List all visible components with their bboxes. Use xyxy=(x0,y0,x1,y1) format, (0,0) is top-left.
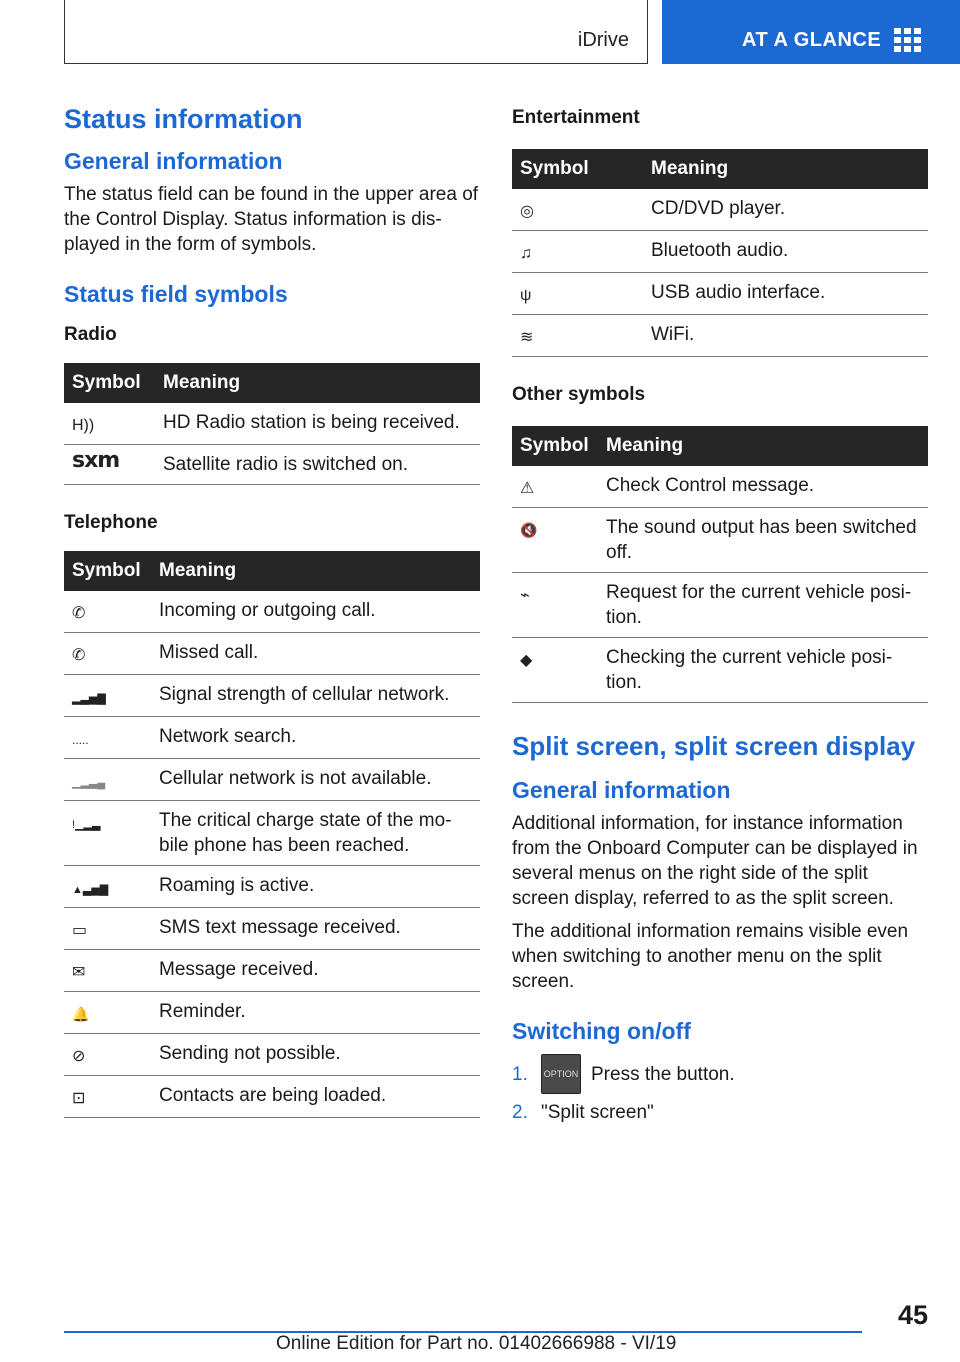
no-network-icon: ▁▂▃▄ xyxy=(72,777,106,789)
table-row xyxy=(64,950,480,992)
page-title: Status information xyxy=(64,104,303,134)
step-text: Press the button. xyxy=(591,1063,735,1085)
table-row xyxy=(512,189,928,231)
table-row xyxy=(64,445,480,485)
other-symbols-table xyxy=(512,426,928,703)
status-symbols-heading: Status field symbols xyxy=(64,281,288,307)
table-row xyxy=(512,466,928,508)
right-column xyxy=(512,96,928,1131)
table-row xyxy=(512,273,928,315)
table-header-symbol: Symbol xyxy=(512,149,643,189)
warning-icon: ⚠ xyxy=(520,480,535,497)
split-general-heading: General information xyxy=(512,777,731,803)
row-meaning: Bluetooth audio. xyxy=(643,231,928,273)
sending-not-possible-icon: ⊘ xyxy=(72,1048,86,1065)
other-symbols-label: Other symbols xyxy=(512,384,646,405)
table-row xyxy=(512,315,928,357)
row-meaning: Roaming is active. xyxy=(151,866,480,908)
row-meaning: Incoming or outgoing call. xyxy=(151,591,480,633)
table-header-meaning: Meaning xyxy=(155,363,480,403)
table-header-meaning: Meaning xyxy=(598,426,928,466)
row-meaning: Network search. xyxy=(151,717,480,759)
page-number: 45 xyxy=(897,1300,928,1330)
row-meaning: SMS text message received. xyxy=(151,908,480,950)
table-row xyxy=(512,638,928,703)
radio-label: Radio xyxy=(64,324,117,345)
row-meaning: Checking the current vehicle position. xyxy=(598,638,928,703)
sound-off-icon: 🔇 xyxy=(520,522,538,538)
table-row xyxy=(64,591,480,633)
steps-list xyxy=(512,1054,928,1125)
table-row xyxy=(64,992,480,1034)
row-meaning: HD Radio station is being received. xyxy=(155,403,480,445)
row-meaning: USB audio interface. xyxy=(643,273,928,315)
row-meaning: Cellular network is not available. xyxy=(151,759,480,801)
bluetooth-audio-icon: ♫ xyxy=(520,245,532,262)
grid-menu-icon[interactable] xyxy=(894,28,922,52)
table-row xyxy=(64,675,480,717)
position-request-icon: ⌁ xyxy=(520,587,530,604)
list-item xyxy=(512,1100,928,1125)
split-screen-title: Split screen, split screen display xyxy=(512,731,916,761)
table-row xyxy=(64,801,480,866)
message-icon: ✉ xyxy=(72,964,86,981)
signal-strength-icon: ▂▃▅▇ xyxy=(72,693,106,705)
split-text-1: Additional information, for instance information from the Onboard Computer can be displayed in several menus on the right side of the split screen display, referred to as the split screen. xyxy=(512,813,918,909)
row-meaning: WiFi. xyxy=(643,315,928,357)
sxm-icon: sxm xyxy=(72,448,120,473)
table-header-symbol: Symbol xyxy=(64,551,151,591)
table-row xyxy=(512,508,928,573)
table-header-symbol: Symbol xyxy=(512,426,598,466)
bell-icon: 🔔 xyxy=(72,1006,90,1022)
radio-table xyxy=(64,363,480,485)
telephone-table xyxy=(64,551,480,1118)
table-row xyxy=(512,573,928,638)
header-chapter-box[interactable] xyxy=(662,0,960,64)
usb-icon: ψ xyxy=(520,287,532,304)
row-meaning: Contacts are being loaded. xyxy=(151,1076,480,1118)
header-section-title: iDrive xyxy=(577,29,629,51)
header-section-box xyxy=(64,0,648,64)
row-meaning: Satellite radio is switched on. xyxy=(155,445,480,485)
left-column xyxy=(64,96,480,1118)
table-row xyxy=(64,1034,480,1076)
switching-heading: Switching on/off xyxy=(512,1018,691,1044)
cd-icon: ◎ xyxy=(520,203,534,220)
step-number: 1. xyxy=(512,1063,528,1085)
general-info-text: The status field can be found in the upper area of the Control Display. Status information is displayed in the form of symbols. xyxy=(64,184,479,255)
row-meaning: Request for the current vehicle position. xyxy=(598,573,928,638)
split-text-2: The additional information remains visible even when switching to another menu on the split screen. xyxy=(512,921,909,992)
entertainment-label: Entertainment xyxy=(512,107,640,128)
row-meaning: Reminder. xyxy=(151,992,480,1034)
row-meaning: Missed call. xyxy=(151,633,480,675)
wifi-icon: ≋ xyxy=(520,329,534,346)
position-check-icon: ◆ xyxy=(520,652,533,669)
table-row xyxy=(512,231,928,273)
table-row xyxy=(64,403,480,445)
critical-charge-icon: !▁▂▃ xyxy=(72,819,101,831)
table-header-symbol: Symbol xyxy=(64,363,155,403)
table-row xyxy=(64,633,480,675)
option-button-icon[interactable]: OPTION xyxy=(541,1054,581,1094)
entertainment-table xyxy=(512,149,928,357)
table-header-meaning: Meaning xyxy=(151,551,480,591)
table-header-meaning: Meaning xyxy=(643,149,928,189)
table-row xyxy=(64,1076,480,1118)
row-meaning: Sending not possible. xyxy=(151,1034,480,1076)
header-chapter-title: AT A GLANCE xyxy=(742,29,882,51)
hd-radio-icon: H)) xyxy=(72,417,95,434)
roaming-icon: ▲▃▅▇ xyxy=(72,884,109,896)
table-row xyxy=(64,908,480,950)
row-meaning: Signal strength of cellular network. xyxy=(151,675,480,717)
list-item xyxy=(512,1054,928,1094)
row-meaning: The sound output has been switched off. xyxy=(598,508,928,573)
step-text: "Split screen" xyxy=(541,1102,654,1123)
telephone-label: Telephone xyxy=(64,512,158,533)
row-meaning: Message received. xyxy=(151,950,480,992)
footer-edition: Online Edition for Part no. 01402666988 - VI/19 xyxy=(276,1333,677,1354)
network-search-icon: ..... xyxy=(72,733,89,747)
table-row xyxy=(64,717,480,759)
row-meaning: Check Control message. xyxy=(598,466,928,508)
sms-icon: ▭ xyxy=(72,922,88,939)
step-number: 2. xyxy=(512,1102,528,1123)
table-row xyxy=(64,866,480,908)
general-info-heading: General information xyxy=(64,148,283,174)
contacts-loading-icon: ⊡ xyxy=(72,1090,86,1107)
row-meaning: The critical charge state of the mobile phone has been reached. xyxy=(151,801,480,866)
row-meaning: CD/DVD player. xyxy=(643,189,928,231)
phone-icon: ✆ xyxy=(72,605,86,622)
table-row xyxy=(64,759,480,801)
missed-call-icon: ✆ xyxy=(72,647,86,664)
